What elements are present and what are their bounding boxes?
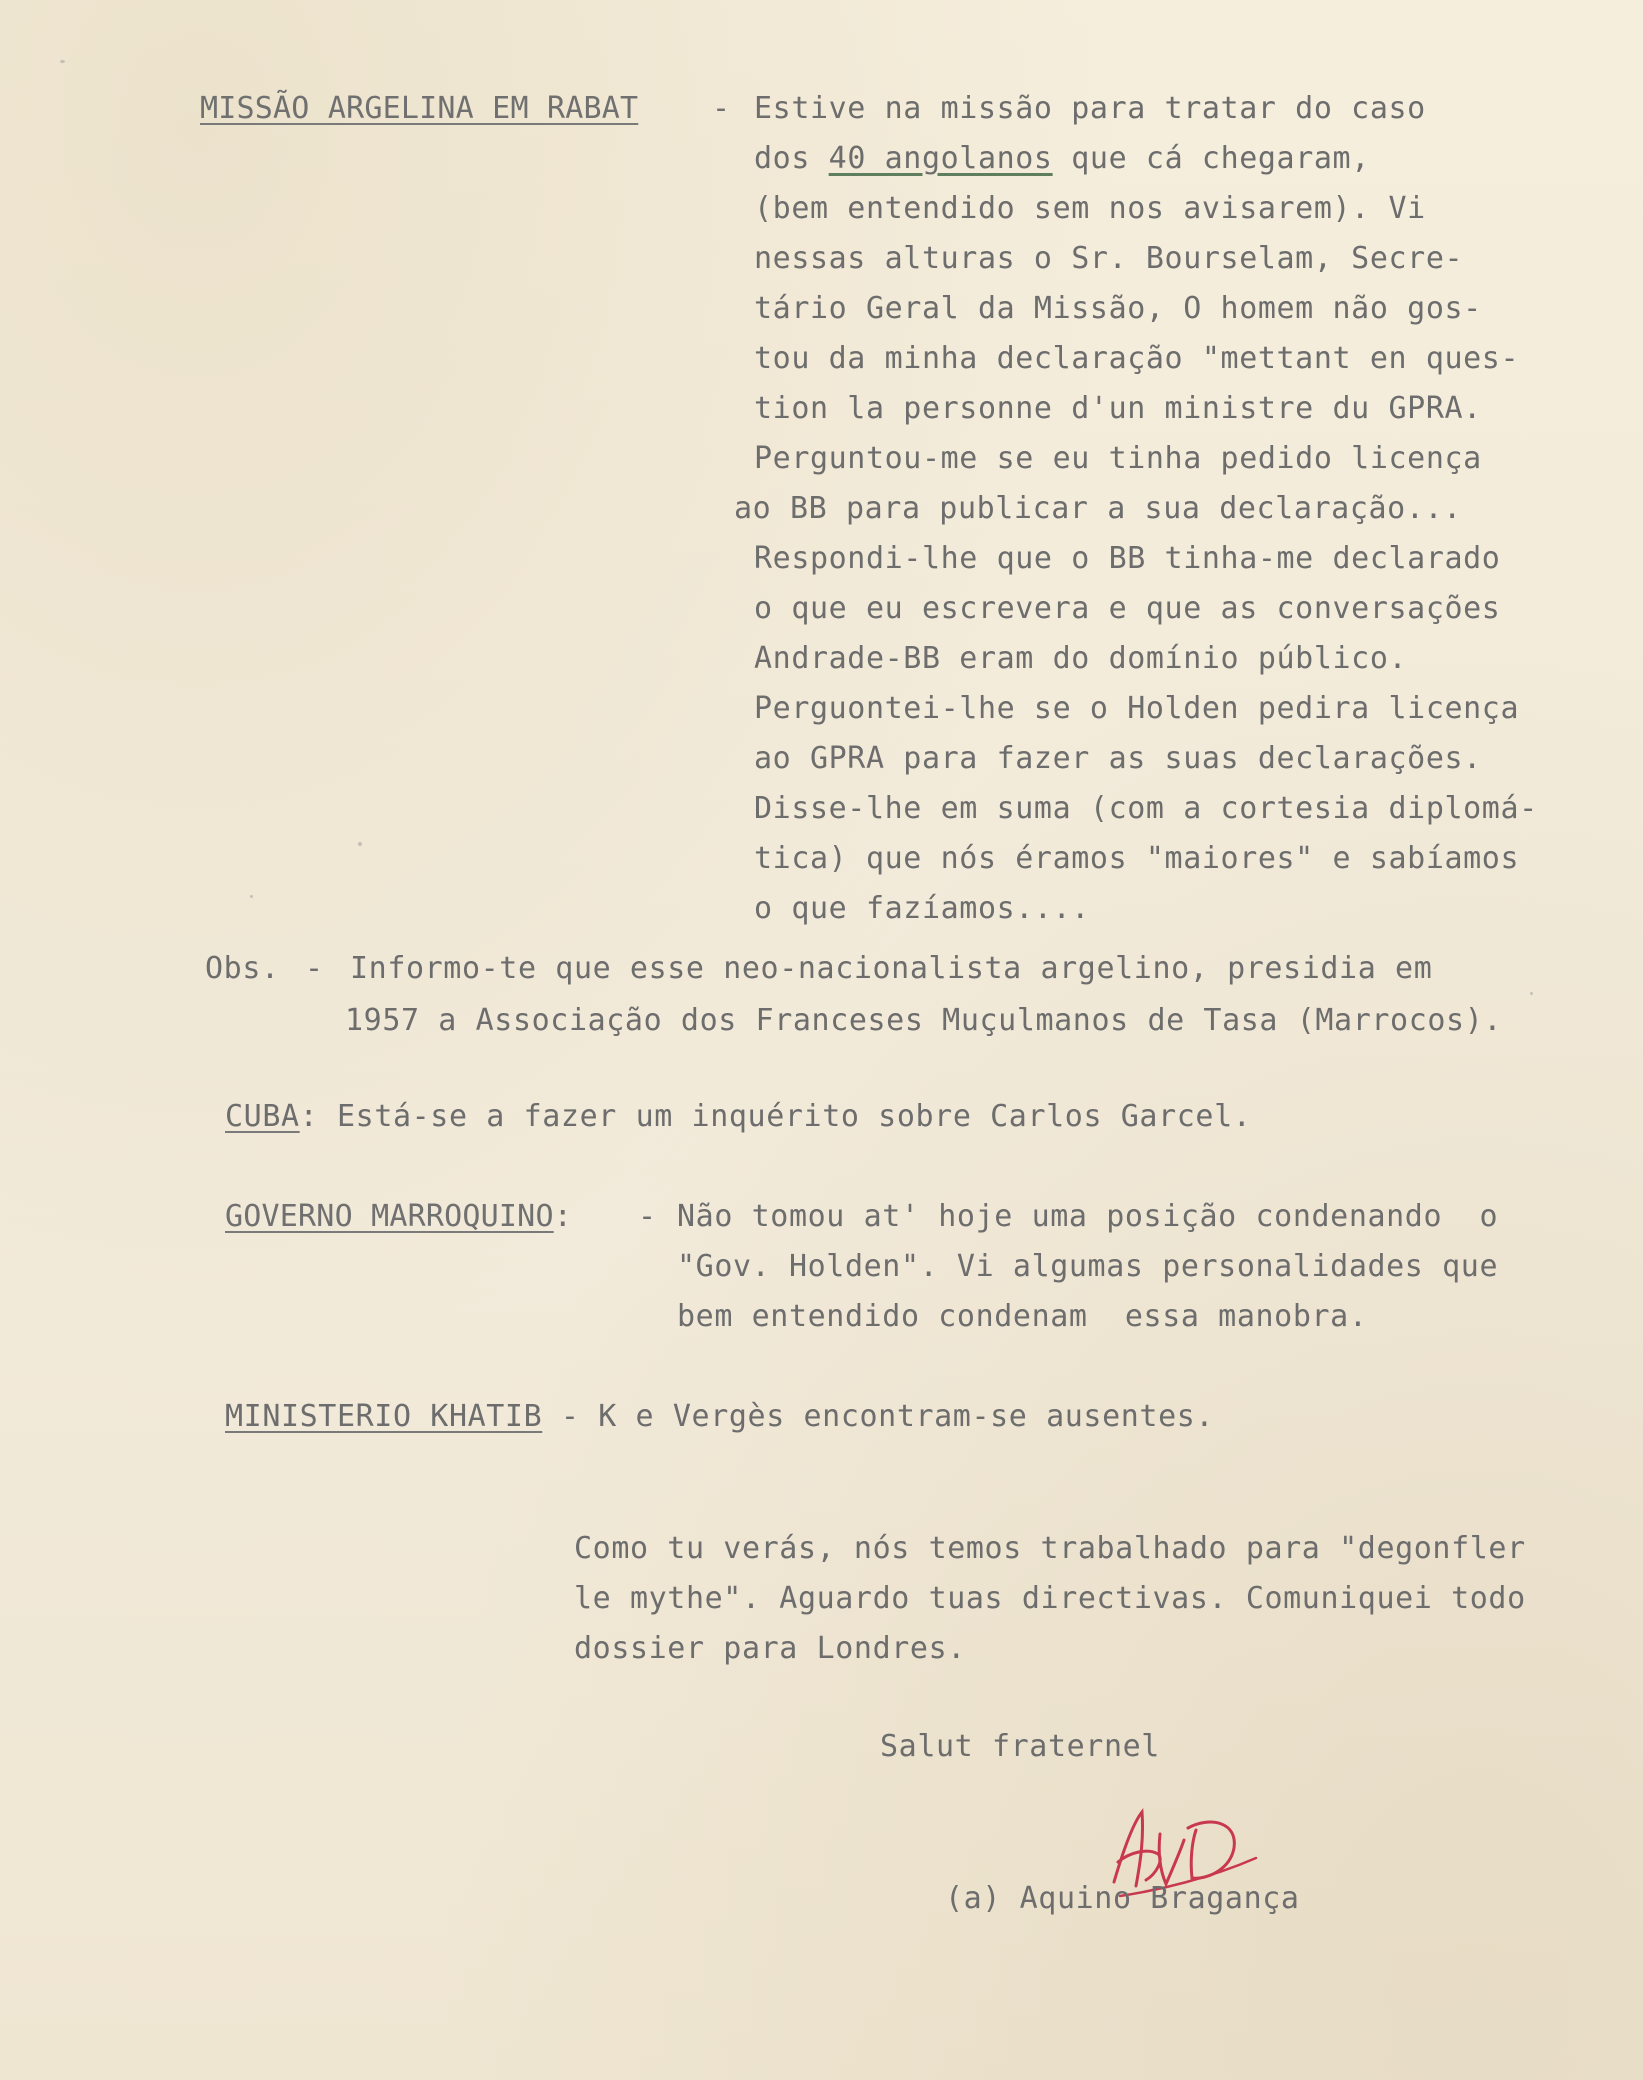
missao-line-9: ao BB para publicar a sua declaração... [734, 491, 1462, 526]
closing-line-1: Como tu verás, nós temos trabalhado para "degonfler [574, 1531, 1526, 1566]
missao-line-11: o que eu escrevera e que as conversações [754, 591, 1501, 626]
salutation: Salut fraternel [880, 1729, 1160, 1764]
missao-line-16: tica) que nós éramos "maiores" e sabíamos [754, 841, 1520, 876]
governo-colon: : [553, 1199, 572, 1234]
closing-line-3: dossier para Londres. [574, 1631, 966, 1666]
section-heading-ministerio: MINISTERIO KHATIB [225, 1399, 543, 1434]
obs-line-2: 1957 a Associação dos Franceses Muçulmanos de Tasa (Marrocos). [345, 1003, 1503, 1038]
underlined-40-angolanos: 40 angolanos [828, 141, 1053, 176]
governo-line-3: bem entendido condenam essa manobra. [677, 1299, 1368, 1334]
cuba-colon: : [299, 1099, 319, 1134]
ministerio-row [225, 1398, 1214, 1436]
section-dash-missao: - [712, 91, 731, 126]
signer-name: (a) Aquino Bragança [945, 1881, 1300, 1916]
section-heading-missao: MISSÃO ARGELINA EM RABAT [200, 91, 639, 126]
missao-line-3: (bem entendido sem nos avisarem). Vi [754, 191, 1426, 226]
missao-line-8: Perguntou-me se eu tinha pedido licença [754, 441, 1482, 476]
missao-line-10: Respondi-lhe que o BB tinha-me declarado [754, 541, 1501, 576]
missao-line-6: tou da minha declaração "mettant en ques- [754, 341, 1520, 376]
missao-line-12: Andrade-BB eram do domínio público. [754, 641, 1408, 676]
missao-line-13: Perguontei-lhe se o Holden pedira licença [754, 691, 1520, 726]
missao-line-4: nessas alturas o Sr. Bourselam, Secre- [754, 241, 1464, 276]
cuba-text: Está-se a fazer um inquérito sobre Carlos Garcel. [318, 1099, 1252, 1134]
governo-line-1: Não tomou at' hoje uma posição condenando o [677, 1199, 1499, 1234]
governo-line-2: "Gov. Holden". Vi algumas personalidades que [677, 1249, 1499, 1284]
obs-line-1: Informo-te que esse neo-nacionalista argelino, presidia em [350, 951, 1433, 986]
governo-heading-row [225, 1198, 572, 1236]
paper-speck [358, 842, 362, 846]
ministerio-text: - K e Vergès encontram-se ausentes. [542, 1399, 1215, 1434]
missao-line-7: tion la personne d'un ministre du GPRA. [754, 391, 1482, 426]
governo-dash: - [638, 1199, 657, 1234]
paper-speck [250, 895, 253, 898]
section-heading-cuba: CUBA [225, 1099, 300, 1134]
missao-line-2-end: que cá chegaram, [1052, 141, 1370, 176]
obs-label: Obs. [205, 951, 280, 986]
missao-line-17: o que fazíamos.... [754, 891, 1090, 926]
cuba-row [225, 1098, 1251, 1136]
missao-line-2-start: dos [754, 141, 829, 176]
missao-line-2 [754, 140, 1370, 178]
closing-line-2: le mythe". Aguardo tuas directivas. Comuniquei todo [574, 1581, 1526, 1616]
missao-line-5: tário Geral da Missão, O homem não gos- [754, 291, 1482, 326]
paper-speck [60, 60, 65, 63]
section-heading-governo: GOVERNO MARROQUINO [225, 1199, 554, 1234]
missao-line-1: Estive na missão para tratar do caso [754, 91, 1426, 126]
paper-speck [1530, 992, 1533, 995]
obs-dash: - [305, 951, 324, 986]
missao-line-15: Disse-lhe em suma (com a cortesia diplomá- [754, 791, 1538, 826]
missao-line-14: ao GPRA para fazer as suas declarações. [754, 741, 1482, 776]
